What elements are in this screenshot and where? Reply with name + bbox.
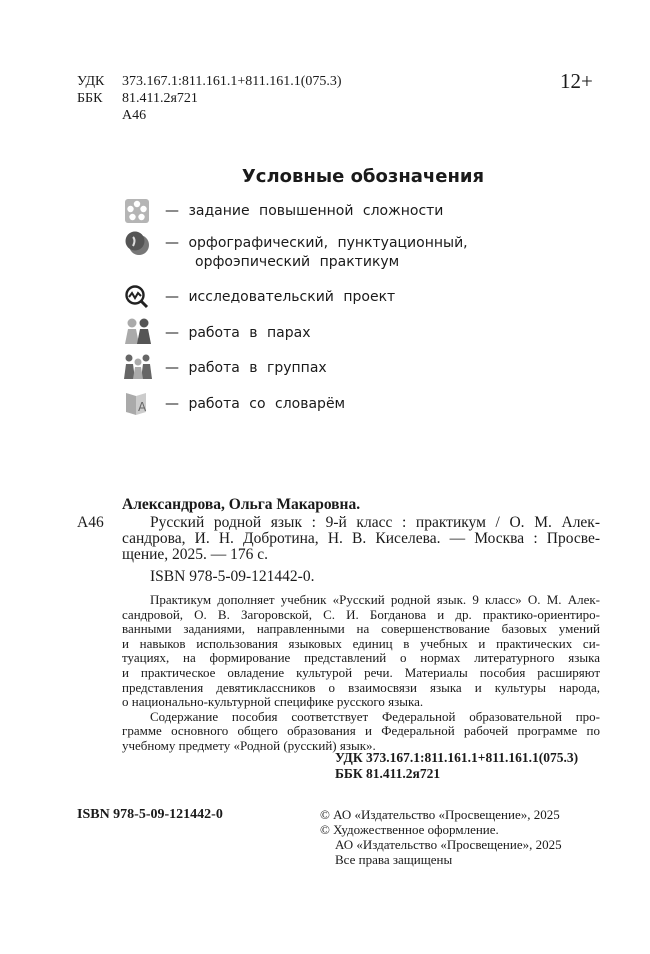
star-task-icon — [124, 198, 150, 224]
udk-code: 373.167.1:811.161.1+811.161.1(075.3) — [122, 74, 342, 89]
legend-item-text: — орфографический, пунктуационный, — [165, 235, 468, 251]
author-mark: А46 — [122, 108, 147, 123]
abstract-line: и навыков использования языковых единиц в учебных и практических си- — [122, 635, 600, 651]
content-line: грамме основного общего образования и Федеральной рабочей программе по — [122, 723, 600, 739]
content-line: Содержание пособия соответствует Федеральной образовательной про- — [150, 708, 600, 724]
catalog-entry-line: сандрова, И. Н. Добротина, Н. В. Киселева. — Москва : Просве- — [122, 530, 600, 547]
bbk-code: 81.411.2я721 — [122, 91, 198, 106]
magnifier-chart-icon — [124, 284, 150, 310]
legend-title: Условные обозначения — [241, 166, 485, 187]
legend-item-text: — задание повышенной сложности — [165, 203, 444, 219]
abstract-line: туациях, на формирование представлений о нормах литературного языка — [122, 650, 600, 666]
abstract-line: и практическое овладение культурой речи. Материалы пособия расширяют — [122, 665, 600, 680]
catalog-author: Александрова, Ольга Макаровна. — [122, 496, 361, 513]
abstract-line: ванными заданиями, направленными на совершенствование базовых умений — [122, 621, 600, 637]
catalog-entry-line: Русский родной язык : 9-й класс : практикум / О. М. Алек- — [150, 514, 600, 531]
dictionary-book-icon — [124, 390, 150, 416]
catalog-udk: УДК 373.167.1:811.161.1+811.161.1(075.3) — [335, 750, 579, 765]
bbk-label: ББК — [77, 91, 103, 106]
catalog-mark: А46 — [77, 514, 104, 531]
copyright-line: АО «Издательство «Просвещение», 2025 — [335, 837, 562, 852]
abstract-line: Практикум дополняет учебник «Русский родной язык. 9 класс» О. М. Алек- — [150, 592, 600, 607]
legend-item-text: — работа в группах — [165, 360, 327, 376]
catalog-isbn: ISBN 978-5-09-121442-0. — [150, 568, 315, 585]
svg-text:A: A — [138, 400, 147, 414]
group-people-icon — [124, 353, 152, 379]
age-rating: 12+ — [560, 69, 593, 93]
abstract-line: о национально-культурной специфике русского языка. — [122, 694, 424, 710]
pair-people-icon — [124, 318, 152, 344]
copyright-line: Все права защищены — [335, 852, 453, 867]
abstract-line: представления девятиклассников о взаимосвязи языка и культуры народа, — [122, 679, 600, 695]
catalog-bbk: ББК 81.411.2я721 — [335, 766, 441, 781]
catalog-entry-line: щение, 2025. — 176 с. — [122, 546, 269, 563]
udk-label: УДК — [77, 74, 105, 89]
abstract-line: сандровой, О. В. Загоровской, С. И. Богданова и др. практико-ориентиро- — [122, 606, 600, 622]
copyright-line: © Художественное оформление. — [320, 822, 499, 837]
footer-isbn: ISBN 978-5-09-121442-0 — [77, 807, 223, 822]
legend-item-text: — работа со словарём — [165, 396, 346, 412]
legend-item-text: — работа в парах — [165, 325, 311, 341]
speech-bubble-icon — [124, 230, 150, 256]
legend-item-text: орфоэпический практикум — [195, 254, 400, 270]
legend-item-text: — исследовательский проект — [165, 289, 396, 305]
content-line: учебному предмету «Родной (русский) язык». — [122, 738, 376, 753]
copyright-line: © АО «Издательство «Просвещение», 2025 — [320, 807, 560, 822]
